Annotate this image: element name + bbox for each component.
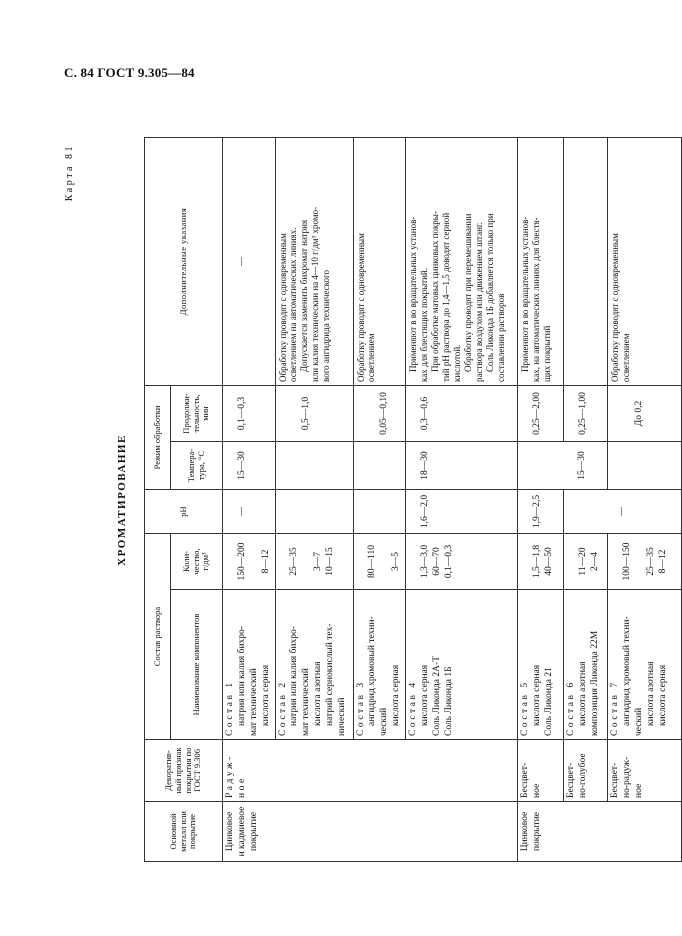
component-cell: Состав 7 ангидрид хромовый техни- ческий кислота азотная кислота серная (608, 590, 682, 740)
decor-cell: Бесцвет- но-голубое (564, 740, 608, 802)
notes-cell: — (223, 138, 276, 386)
component-cell: Состав 1 натрия или калия бихро- мат технический кислота серная (223, 590, 276, 740)
col-notes: Дополнительные указания (145, 138, 223, 386)
quantity-cell: 100—150 25—35 8—12 (608, 534, 682, 590)
ph-cell: 1,6—2,0 (406, 490, 518, 534)
duration-cell: 0,3—0,6 (406, 386, 518, 442)
temperature-cell (353, 442, 406, 490)
col-duration: Продолжи- тельность, мин (171, 386, 223, 442)
col-ph: pH (145, 490, 223, 534)
temperature-cell: 15—30 (564, 442, 608, 490)
page-header: С. 84 ГОСТ 9.305—84 (64, 65, 195, 80)
notes-cell: Применяют в во вращательных установ- ках, на автоматических линиях для блестя- щих покрытий (518, 138, 564, 386)
ph-cell: — (223, 490, 276, 534)
col-temperature: Темпера- тура, °С (171, 442, 223, 490)
duration-cell: 0,05—0,10 (353, 386, 406, 442)
duration-cell: 0,25—2,00 (518, 386, 564, 442)
quantity-cell: 11—20 2—4 (564, 534, 608, 590)
temperature-cell (518, 442, 564, 490)
duration-cell: 0,25—1,00 (564, 386, 608, 442)
table-row (564, 138, 608, 862)
notes-cell: Обработку проводят с одновременным осветлением на автоматических линиях. Допускается заменить бихромат натрия или калия техническии на 4—10 г/дм³ хромо- вого ангидрида технического (275, 138, 353, 386)
component-cell: Состав 3 ангидрид хромовый техни- ческий кислота серная (353, 590, 406, 740)
quantity-cell: 150—200 8—12 (223, 534, 276, 590)
table-row (518, 138, 564, 862)
col-quantity: Коли- чество, г/дм³ (171, 534, 223, 590)
base-metal-cell: Цинковое покрытие (518, 802, 682, 862)
ph-cell: 1,9—2,5 (518, 490, 564, 534)
notes-cell: Обработку проводят с одновременным осветлением (353, 138, 406, 386)
notes-cell: Обработку проводят с одновременным осветлением (608, 138, 682, 386)
col-group-solution: Состав раствора (145, 534, 171, 740)
ph-cell: — (564, 490, 682, 534)
notes-cell (564, 138, 608, 386)
temperature-cell: 18—30 (406, 442, 518, 490)
decor-cell: Радуж- ное (223, 740, 518, 802)
section-title: ХРОМАТИРОВАНИЕ (116, 434, 128, 566)
card-label: Карта 81 (64, 144, 75, 202)
decor-cell: Бесцвет- но-радуж- ное (608, 740, 682, 802)
temperature-cell: 15—30 (223, 442, 276, 490)
quantity-cell: 1,5—1,8 40—50 (518, 534, 564, 590)
chromating-table (144, 137, 682, 862)
temperature-cell (275, 442, 353, 490)
quantity-cell: 1,3—3,0 60—70 0,1—0,3 (406, 534, 518, 590)
quantity-cell: 80—110 3—5 (353, 534, 406, 590)
duration-cell: До 0,2 (608, 386, 682, 442)
component-cell: Состав 4 кислота серная Соль Ликонда 2А-Т Соль Ликонда 1Б (406, 590, 518, 740)
col-component-name: Наименование компонентов (171, 590, 223, 740)
col-decor: Декоратив- ный признак покрытия по ГОСТ 9.306 (145, 740, 223, 802)
base-metal-cell: Цинковое и кадмиевое покрытие (223, 802, 518, 862)
component-cell: Состав 2 натрия или калия бихро- мат технический кислота азотная натрий сернокислый тех- нический (275, 590, 353, 740)
component-cell: Состав 6 кислота азотная композиция Ликонда 22М (564, 590, 608, 740)
table-row (223, 138, 276, 862)
duration-cell: 0,1—0,3 (223, 386, 276, 442)
decor-cell: Бесцвет- ное (518, 740, 564, 802)
quantity-cell: 25—35 3—7 10—15 (275, 534, 353, 590)
duration-cell: 0,5—1,0 (275, 386, 353, 442)
ph-cell (275, 490, 353, 534)
col-group-mode: Режим обработки (145, 386, 171, 490)
rotated-table-area (58, 138, 668, 862)
temperature-cell (608, 442, 682, 490)
col-base-metal: Основной металл или покрытие (145, 802, 223, 862)
ph-cell (353, 490, 406, 534)
component-cell: Состав 5 кислота серная Соль Ликонда 21 (518, 590, 564, 740)
notes-cell: Применяют в во вращательных установ- ках для блестящих покрытий. При обработке матовых цинковых покры- тий pH раствора до 1,4—1,5 доводят серной кислотой. Обработку проводят при перемешивании раствора воздухом или движением штанг. Соль Ликонда 1Б добавляется только при составлении растворов (406, 138, 518, 386)
